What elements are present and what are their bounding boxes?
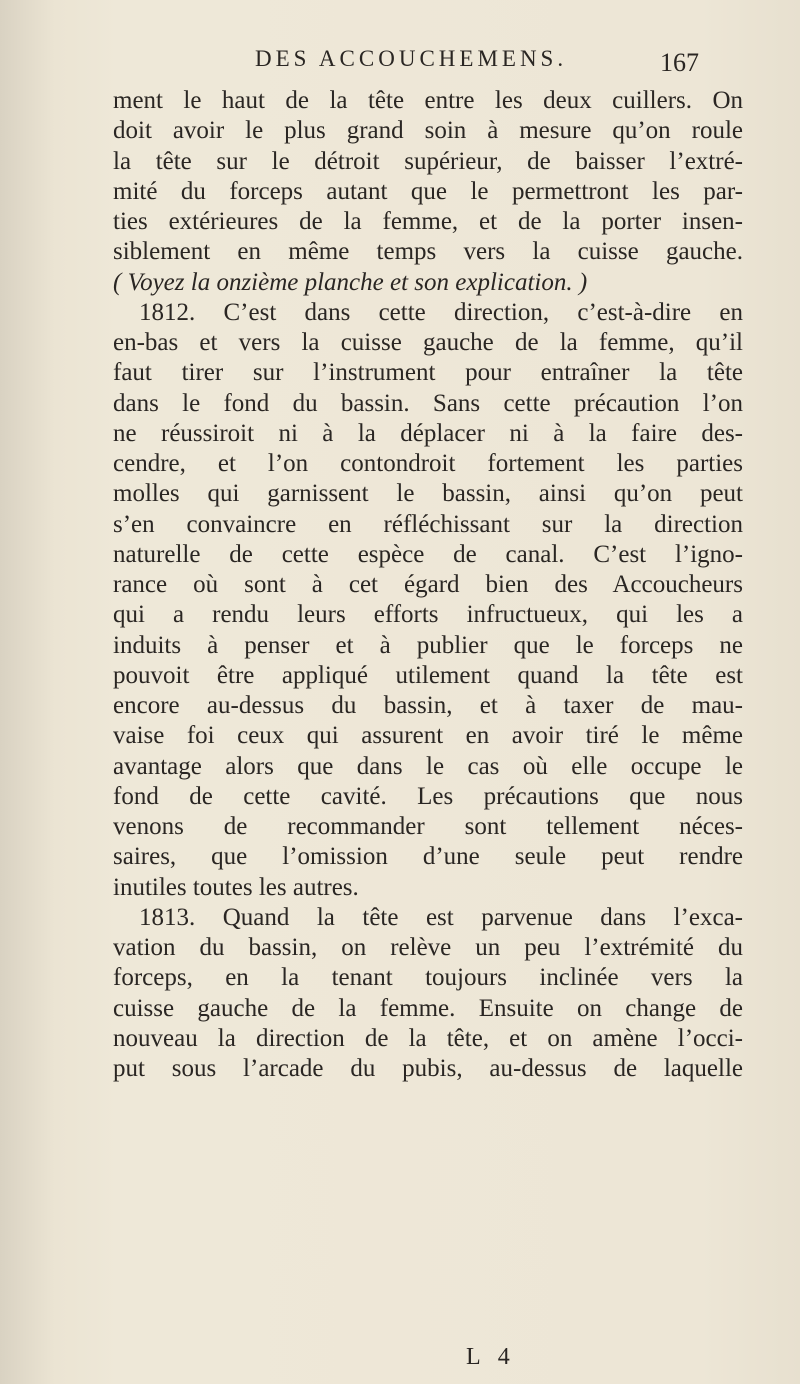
paragraph-1812-start: 1812. C’est dans cette direction, c’est-à-dire en bbox=[139, 298, 743, 326]
text-line: put sous l’arcade du pubis, au-dessus de laquelle bbox=[113, 1055, 743, 1082]
text-line: pouvoit être appliqué utilement quand la tête est bbox=[113, 661, 743, 689]
text-line: doit avoir le plus grand soin à mesure qu’on roule bbox=[113, 117, 743, 145]
text-line: ne réussiroit ni à la déplacer ni à la faire des- bbox=[113, 419, 743, 447]
text-line: faut tirer sur l’instrument pour entraîner la tête bbox=[113, 359, 743, 387]
text-line: dans le fond du bassin. Sans cette précaution l’on bbox=[113, 389, 743, 417]
text-line: induits à penser et à publier que le forceps ne bbox=[113, 631, 743, 659]
paragraph-1813-start: 1813. Quand la tête est parvenue dans l’exca- bbox=[139, 903, 743, 931]
text-line: venons de recommander sont tellement néces- bbox=[113, 813, 743, 840]
running-title: DES ACCOUCHEMENS. bbox=[255, 46, 568, 71]
text-line: vaise foi ceux qui assurent en avoir tiré le même bbox=[113, 722, 743, 750]
text-line: qui a rendu leurs efforts infructueux, qui les a bbox=[113, 601, 743, 629]
text-line: molles qui garnissent le bassin, ainsi qu’on peut bbox=[113, 480, 743, 508]
text-line: naturelle de cette espèce de canal. C’est l’igno- bbox=[113, 540, 743, 568]
text-line: saires, que l’omission d’une seule peut rendre bbox=[113, 843, 743, 871]
body-text bbox=[113, 86, 743, 1084]
text-line: la tête sur le détroit supérieur, de baisser l’extré- bbox=[113, 147, 743, 175]
text-line: encore au-dessus du bassin, et à taxer de mau- bbox=[113, 692, 743, 719]
text-line: fond de cette cavité. Les précautions que nous bbox=[113, 782, 743, 810]
text-line: ment le haut de la tête entre les deux cuillers. On bbox=[113, 87, 743, 114]
text-line: ties extérieures de la femme, et de la porter insen- bbox=[113, 208, 743, 235]
page-number: 167 bbox=[660, 48, 699, 77]
text-line: avantage alors que dans le cas où elle occupe le bbox=[113, 752, 743, 780]
text-line: mité du forceps autant que le permettront les par- bbox=[113, 177, 743, 205]
text-line: rance où sont à cet égard bien des Accoucheurs bbox=[113, 571, 743, 598]
page-header bbox=[115, 46, 715, 86]
text-line: s’en convaincre en réfléchissant sur la direction bbox=[113, 510, 743, 538]
signature-mark: L 4 bbox=[466, 1344, 516, 1370]
text-line-plate-reference: ( Voyez la onzième planche et son explication. ) bbox=[113, 268, 588, 296]
text-line: forceps, en la tenant toujours inclinée vers la bbox=[113, 964, 743, 992]
text-line: cendre, et l’on contondroit fortement les parties bbox=[113, 450, 743, 477]
text-line: cuisse gauche de la femme. Ensuite on change de bbox=[113, 994, 743, 1022]
text-line: nouveau la direction de la tête, et on amène l’occi- bbox=[113, 1024, 743, 1052]
text-line: inutiles toutes les autres. bbox=[113, 873, 359, 901]
text-line: vation du bassin, on relève un peu l’extrémité du bbox=[113, 934, 743, 961]
text-line: en-bas et vers la cuisse gauche de la femme, qu’il bbox=[113, 329, 743, 356]
text-line: siblement en même temps vers la cuisse gauche. bbox=[113, 238, 743, 266]
